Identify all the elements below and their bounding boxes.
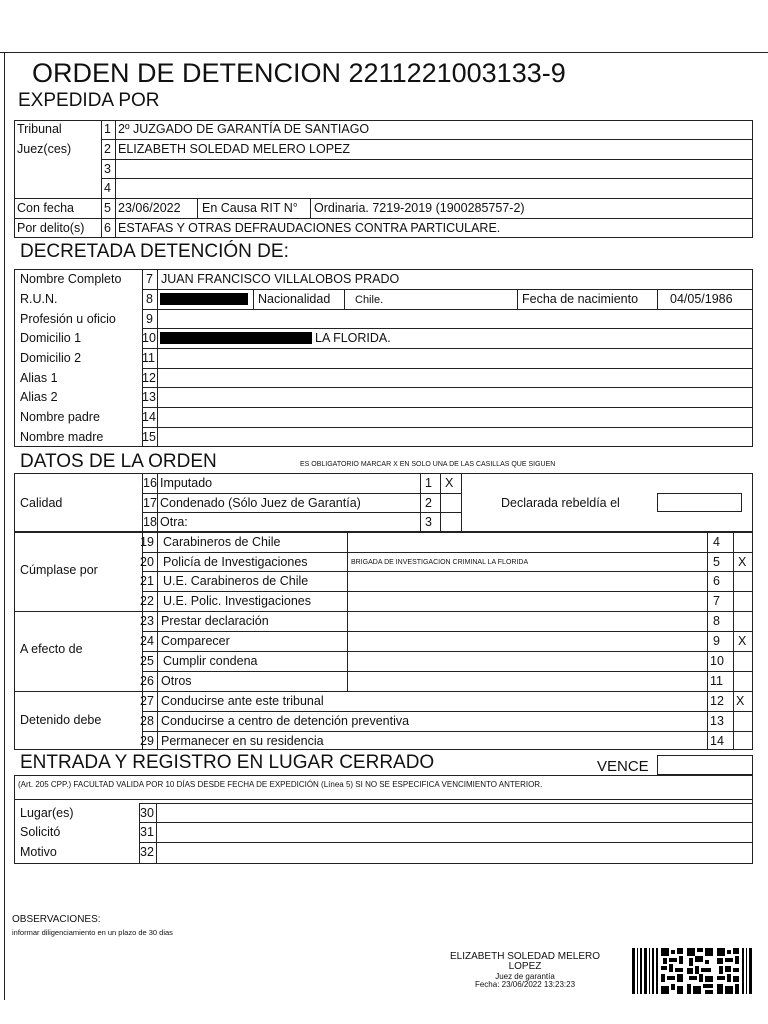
crime-value: ESTAFAS Y OTRAS DEFRAUDACIONES CONTRA PARTICULARE. [118, 221, 501, 235]
line-number: 4 [104, 181, 111, 195]
line-number: 30 [140, 806, 154, 820]
line-number: 17 [143, 496, 157, 510]
line-number: 29 [140, 734, 154, 748]
tribunal-label: Tribunal [17, 122, 62, 136]
detention-heading: DECRETADA DETENCIÓN DE: [20, 241, 289, 262]
line-number: 12 [142, 371, 156, 385]
option-code: 3 [425, 515, 432, 529]
line-number: 10 [142, 331, 156, 345]
birth-date-label: Fecha de nacimiento [522, 292, 639, 306]
checkbox-mark[interactable]: X [445, 476, 454, 490]
date-label: Con fecha [17, 201, 74, 215]
line-number: 18 [143, 515, 157, 529]
line-number: 3 [104, 162, 111, 176]
line-number: 19 [140, 535, 154, 549]
detenido-label: Detenido debe [20, 713, 102, 727]
order-heading: DATOS DE LA ORDEN [20, 451, 217, 472]
line-number: 13 [142, 390, 156, 404]
entry-legal-note: (Art. 205 CPP.) FACULTAD VALIDA POR 10 DÍAS DESDE FECHA DE EXPEDICIÓN (Línea 5) SI NO SE ESPECIFICA VENCIMIENTO ANTERIOR. [18, 780, 543, 789]
line-number: 9 [146, 312, 153, 326]
observations-label: OBSERVACIONES: [12, 914, 101, 925]
detenido-option: Permanecer en su residencia [161, 734, 324, 748]
line-number: 20 [140, 555, 154, 569]
option-code: 5 [713, 555, 720, 569]
alias2-label: Alias 2 [20, 390, 58, 404]
birth-date-value: 04/05/1986 [670, 292, 733, 306]
profession-label: Profesión u oficio [20, 312, 116, 326]
address1-label: Domicilio 1 [20, 331, 82, 345]
efecto-option: Prestar declaración [161, 614, 269, 628]
nationality-label: Nacionalidad [258, 292, 331, 306]
requested-by-label: Solicitó [20, 825, 61, 839]
run-label: R.U.N. [20, 292, 58, 306]
page-top-edge [0, 52, 768, 53]
observations-text: informar diligenciamiento en un plazo de 30 dias [12, 928, 173, 937]
crime-label: Por delito(s) [17, 221, 85, 235]
detenido-option: Conducirse ante este tribunal [161, 694, 324, 708]
vence-label: VENCE [597, 758, 649, 775]
line-number: 8 [146, 292, 153, 306]
entry-heading: ENTRADA Y REGISTRO EN LUGAR CERRADO [20, 752, 435, 773]
page-left-edge [4, 52, 5, 1000]
option-code: 1 [425, 476, 432, 490]
order-note: ES OBLIGATORIO MARCAR X EN SOLO UNA DE LAS CASILLAS QUE SIGUEN [300, 461, 556, 468]
option-code: 10 [710, 654, 724, 668]
checkbox-mark[interactable]: X [738, 634, 747, 648]
line-number: 6 [104, 221, 111, 235]
efecto-label: A efecto de [20, 642, 83, 656]
line-number: 27 [140, 694, 154, 708]
line-number: 7 [146, 272, 153, 286]
option-code: 9 [713, 634, 720, 648]
option-code: 4 [713, 535, 720, 549]
detenido-option: Conducirse a centro de detención preventiva [161, 714, 410, 728]
tribunal-value: 2º JUZGADO DE GARANTÍA DE SANTIAGO [118, 122, 370, 136]
line-number: 16 [143, 476, 157, 490]
document-barcode-icon [632, 946, 752, 996]
full-name-value: JUAN FRANCISCO VILLALOBOS PRADO [161, 272, 400, 286]
full-name-label: Nombre Completo [20, 272, 122, 286]
cumplase-option: Policía de Investigaciones [163, 555, 308, 569]
line-number: 21 [140, 574, 154, 588]
efecto-option: Otros [161, 674, 192, 688]
issued-by-heading: EXPEDIDA POR [18, 90, 160, 111]
rebeldia-date-field[interactable] [657, 493, 742, 512]
signer-date: Fecha: 23/06/2022 13:23:23 [474, 980, 576, 989]
efecto-option: Cumplir condena [163, 654, 258, 668]
line-number: 32 [140, 845, 154, 859]
option-code: 7 [713, 594, 720, 608]
rebeldia-label: Declarada rebeldía el [501, 496, 620, 510]
judge-name-value: ELIZABETH SOLEDAD MELERO LOPEZ [118, 142, 351, 156]
option-code: 13 [710, 714, 724, 728]
checkbox-mark[interactable]: X [736, 694, 745, 708]
places-label: Lugar(es) [20, 806, 74, 820]
line-number: 23 [140, 614, 154, 628]
line-number: 1 [104, 122, 111, 136]
vence-date-field[interactable] [657, 755, 753, 775]
option-code: 14 [710, 734, 724, 748]
judges-label: Juez(ces) [17, 142, 72, 156]
cumplase-option: U.E. Carabineros de Chile [163, 574, 309, 588]
calidad-option: Condenado (Sólo Juez de Garantía) [160, 496, 361, 510]
line-number: 24 [140, 634, 154, 648]
line-number: 14 [142, 410, 156, 424]
nationality-value: Chile. [355, 294, 384, 306]
option-code: 2 [425, 496, 432, 510]
line-number: 15 [142, 430, 156, 444]
police-unit-detail: BRIGADA DE INVESTIGACION CRIMINAL LA FLORIDA [351, 559, 529, 566]
calidad-label: Calidad [20, 496, 63, 510]
page-title: ORDEN DE DETENCION 2211221003133-9 [32, 58, 566, 88]
father-name-label: Nombre padre [20, 410, 100, 424]
calidad-option: Otra: [160, 515, 188, 529]
line-number: 11 [142, 351, 155, 365]
efecto-option: Comparecer [161, 634, 230, 648]
line-number: 26 [140, 674, 154, 688]
issue-date-value: 23/06/2022 [118, 201, 181, 215]
run-redaction [160, 293, 248, 305]
calidad-option: Imputado [160, 476, 213, 490]
line-number: 31 [140, 825, 154, 839]
address-redaction [160, 332, 312, 344]
line-number: 22 [140, 594, 154, 608]
reason-label: Motivo [20, 845, 57, 859]
address1-value: LA FLORIDA. [315, 331, 391, 345]
cumplase-option: U.E. Polic. Investigaciones [163, 594, 311, 608]
causa-value: Ordinaria. 7219-2019 (1900285757-2) [314, 201, 525, 215]
alias1-label: Alias 1 [20, 371, 58, 385]
checkbox-mark[interactable]: X [738, 555, 747, 569]
option-code: 12 [710, 694, 724, 708]
option-code: 11 [710, 674, 723, 688]
signer-name-line1: ELIZABETH SOLEDAD MELERO [449, 951, 601, 962]
mother-name-label: Nombre madre [20, 430, 104, 444]
line-number: 25 [140, 654, 154, 668]
line-number: 5 [104, 201, 111, 215]
signer-role: Juez de garantía [495, 972, 555, 981]
line-number: 28 [140, 714, 154, 728]
signer-name-line2: LOPEZ [508, 961, 542, 972]
option-code: 6 [713, 574, 720, 588]
line-number: 2 [104, 142, 111, 156]
cumplase-label: Cúmplase por [20, 563, 98, 577]
cumplase-option: Carabineros de Chile [163, 535, 281, 549]
causa-label: En Causa RIT N° [202, 201, 298, 215]
address2-label: Domicilio 2 [20, 351, 82, 365]
option-code: 8 [713, 614, 720, 628]
